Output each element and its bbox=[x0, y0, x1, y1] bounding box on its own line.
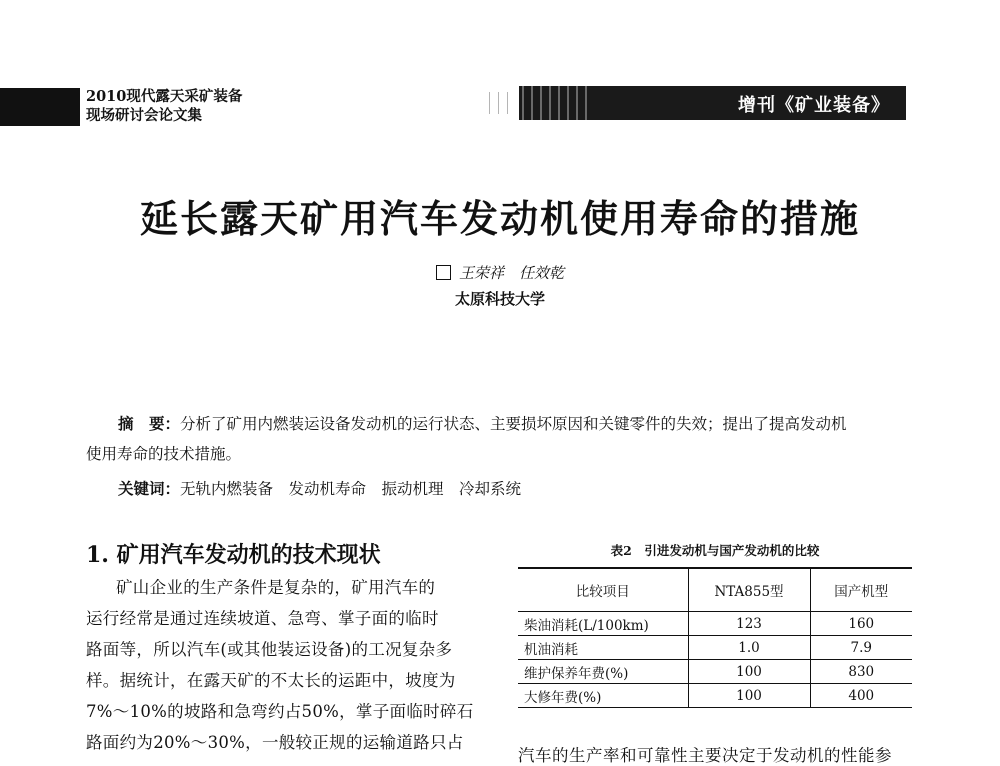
table-header-cell: NTA855型 bbox=[688, 568, 810, 612]
body-line: 路面等，所以汽车(或其他装运设备)的工况复杂多 bbox=[86, 640, 453, 659]
table-cell: 柴油消耗(L/100km) bbox=[518, 612, 688, 636]
table-cell: 830 bbox=[810, 660, 912, 684]
table-cell: 100 bbox=[688, 684, 810, 708]
body-line: 运行经常是通过连续坡道、急弯、掌子面的临时 bbox=[86, 609, 439, 628]
body-line: 路面约为20%～30%，一般较正规的运输道路只占 bbox=[86, 733, 464, 752]
body-column bbox=[86, 572, 486, 758]
table-header-row bbox=[518, 568, 912, 612]
table-header-cell: 比较项目 bbox=[518, 568, 688, 612]
author-box-icon bbox=[436, 265, 451, 280]
right-column-text: 汽车的生产率和可靠性主要决定于发动机的性能参 bbox=[518, 746, 892, 765]
table-cell: 维护保养年费(%) bbox=[518, 660, 688, 684]
table-row bbox=[518, 636, 912, 660]
table-cell: 400 bbox=[810, 684, 912, 708]
affiliation: 太原科技大学 bbox=[454, 290, 545, 308]
series-banner bbox=[519, 86, 906, 120]
abstract-line-1 bbox=[118, 414, 847, 434]
table-row bbox=[518, 612, 912, 636]
section-heading: 1. 矿用汽车发动机的技术现状 bbox=[86, 542, 381, 568]
keywords-line bbox=[118, 479, 521, 499]
table-caption: 表2 引进发动机与国产发动机的比较 bbox=[610, 543, 820, 558]
series-label: 增刊《矿业装备》 bbox=[738, 95, 890, 116]
table-header-cell: 国产机型 bbox=[810, 568, 912, 612]
keywords-label: 关键词： bbox=[118, 479, 181, 498]
table-cell: 160 bbox=[810, 612, 912, 636]
proceedings-title-line1: 2010现代露天采矿装备 bbox=[86, 88, 243, 105]
body-line: 7%～10%的坡路和急弯约占50%，掌子面临时碎石 bbox=[86, 702, 474, 721]
abstract-label: 摘 要： bbox=[118, 414, 181, 433]
table-row bbox=[518, 660, 912, 684]
header-black-bar bbox=[0, 88, 80, 126]
table-cell: 机油消耗 bbox=[518, 636, 688, 660]
proceedings-title-line2: 现场研讨会论文集 bbox=[86, 107, 202, 124]
authors: 王荣祥 任效乾 bbox=[458, 264, 564, 282]
table-cell: 123 bbox=[688, 612, 810, 636]
abstract-line-2: 使用寿命的技术措施。 bbox=[86, 445, 242, 463]
table-row bbox=[518, 684, 912, 708]
paper-title: 延长露天矿用汽车发动机使用寿命的措施 bbox=[139, 196, 860, 241]
banner-texture bbox=[519, 86, 589, 120]
table-cell: 大修年费(%) bbox=[518, 684, 688, 708]
keywords: 无轨内燃装备 发动机寿命 振动机理 冷却系统 bbox=[180, 480, 522, 498]
table-cell: 7.9 bbox=[810, 636, 912, 660]
abstract-text-1: 分析了矿用内燃装运设备发动机的运行状态、主要损坏原因和关键零件的失效；提出了提高发动机 bbox=[180, 415, 847, 433]
author-line bbox=[0, 262, 1000, 283]
body-line: 样。据统计，在露天矿的不太长的运距中，坡度为 bbox=[86, 671, 456, 690]
table-cell: 100 bbox=[688, 660, 810, 684]
table-cell: 1.0 bbox=[688, 636, 810, 660]
scan-noise bbox=[485, 92, 515, 114]
comparison-table bbox=[518, 567, 912, 708]
body-line: 矿山企业的生产条件是复杂的，矿用汽车的 bbox=[116, 578, 436, 597]
